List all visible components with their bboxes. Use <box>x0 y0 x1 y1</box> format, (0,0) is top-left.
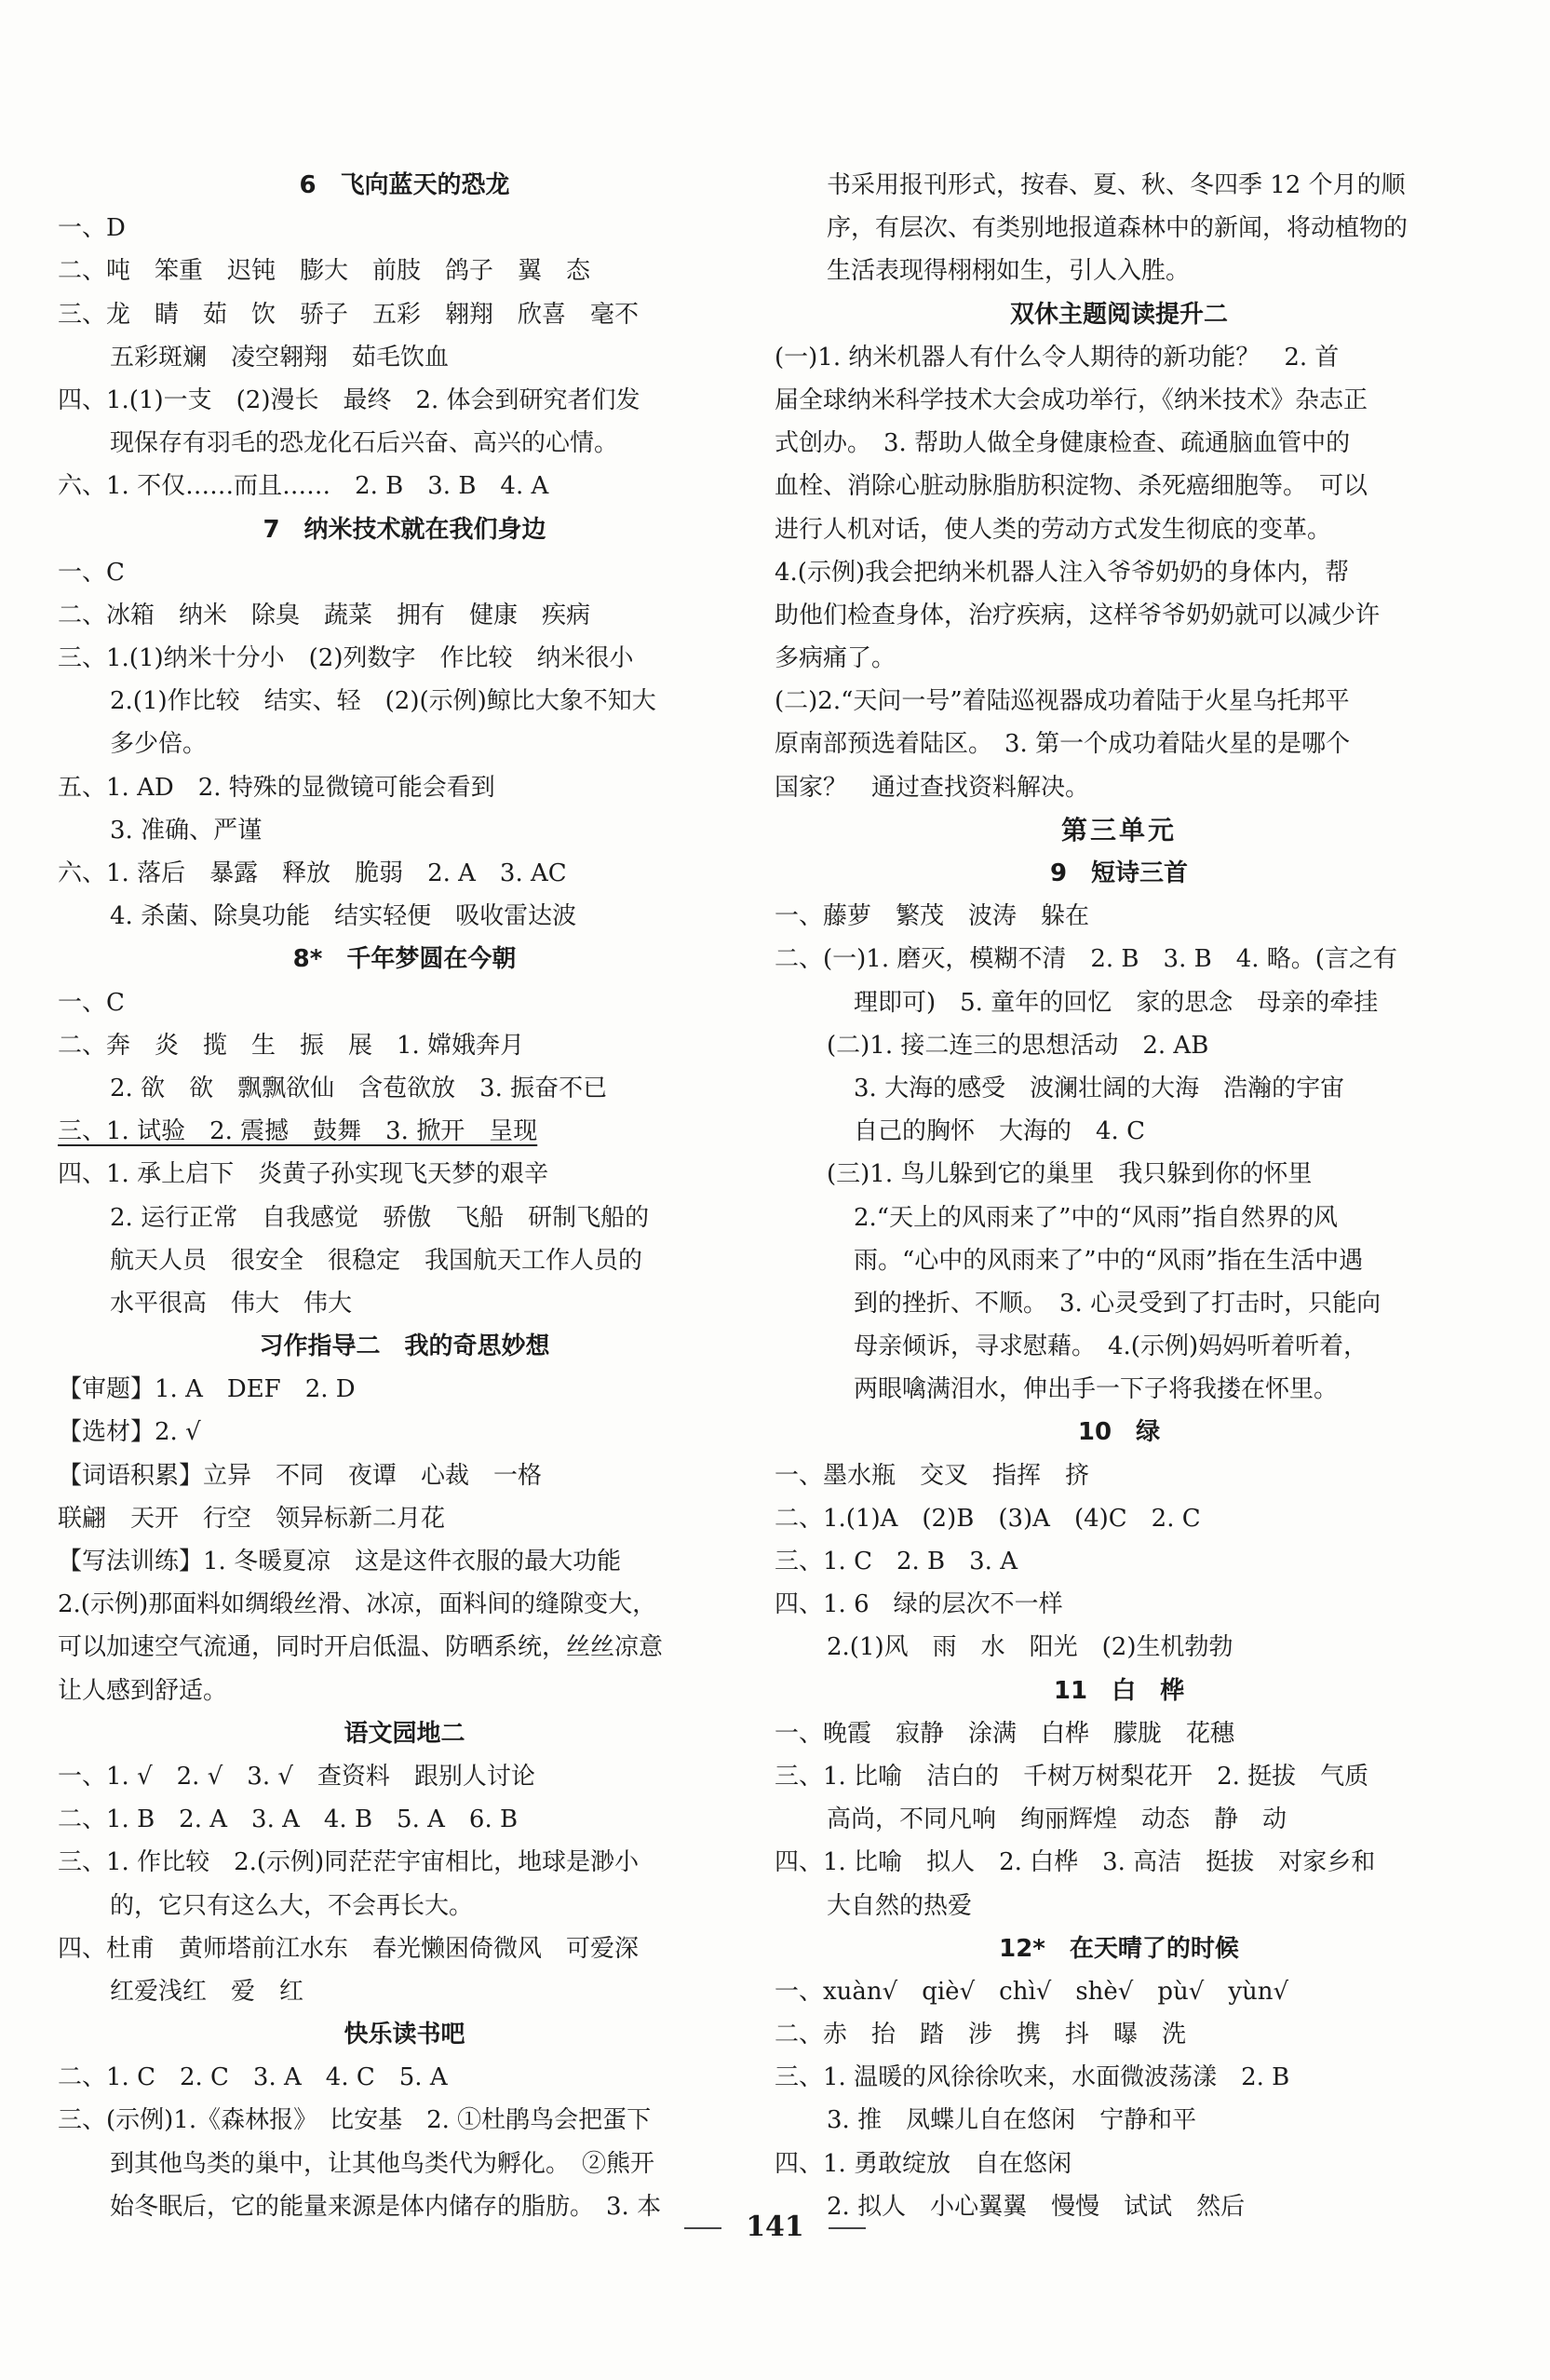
answer-line: 自己的胸怀 大海的 4. C <box>854 1117 1145 1146</box>
answer-line: 现保存有羽毛的恐龙化石后兴奋、高兴的心情。 <box>110 429 619 458</box>
section-heading: 7 纳米技术就在我们身边 <box>263 515 546 544</box>
answer-line: 2.(1)风 雨 水 阳光 (2)生机勃勃 <box>827 1633 1233 1662</box>
answer-line: 原南部预选着陆区。 3. 第一个成功着陆火星的是哪个 <box>775 730 1351 759</box>
answer-line: 六、1. 落后 暴露 释放 脆弱 2. A 3. AC <box>58 859 567 887</box>
answer-line: 2.“天上的风雨来了”中的“风雨”指自然界的风 <box>854 1203 1338 1232</box>
left-answer-column <box>58 164 751 2228</box>
answer-line: 【写法训练】1. 冬暖夏凉 这是这件衣服的最大功能 <box>58 1548 622 1575</box>
answer-line: 【选材】2. √ <box>58 1418 201 1447</box>
answer-line: 三、1. 试验 2. 震撼 鼓舞 3. 掀开 呈现 <box>58 1117 538 1146</box>
answer-line: 【词语积累】立异 不同 夜谭 心裁 一格 <box>58 1461 543 1490</box>
answer-line: 始冬眠后，它的能量来源是体内储存的脂肪。 3. 本 <box>110 2192 662 2221</box>
answer-line: 让人感到舒适。 <box>58 1676 228 1705</box>
answer-line: 生活表现得栩栩如生，引人入胜。 <box>827 257 1191 286</box>
answer-line: 三、1. 温暖的风徐徐吹来，水面微波荡漾 2. B <box>775 2063 1290 2092</box>
answer-line: 2. 运行正常 自我感觉 骄傲 飞船 研制飞船的 <box>110 1203 650 1232</box>
answer-line: 五、1. AD 2. 特殊的显微镜可能会看到 <box>58 773 495 802</box>
section-heading: 8* 千年梦圆在今朝 <box>292 945 517 974</box>
section-heading: 双休主题阅读提升二 <box>1009 300 1228 329</box>
answer-line: 到的挫折、不顺。 3. 心灵受到了打击时，只能向 <box>854 1289 1382 1318</box>
answer-line: 国家？ 通过查找资料解决。 <box>775 773 1090 802</box>
answer-line: 四、1.(1)一支 (2)漫长 最终 2. 体会到研究者们发 <box>58 385 640 414</box>
answer-line: 水平很高 伟大 伟大 <box>110 1289 353 1318</box>
section-heading: 12* 在天晴了的时候 <box>999 1934 1239 1963</box>
answer-line: 三、龙 睛 茹 饮 骄子 五彩 翱翔 欣喜 毫不 <box>58 300 640 329</box>
answer-line: 一、1. √ 2. √ 3. √ 查资料 跟别人讨论 <box>58 1762 535 1791</box>
answer-line: 书采用报刊形式，按春、夏、秋、冬四季 12 个月的顺 <box>827 171 1406 199</box>
answer-line: 一、C <box>58 988 125 1017</box>
answer-line: (三)1. 鸟儿躲到它的巢里 我只躲到你的怀里 <box>827 1160 1313 1189</box>
answer-line: 可以加速空气流通，同时开启低温、防晒系统，丝丝凉意 <box>58 1633 664 1662</box>
answer-line: 进行人机对话，使人类的劳动方式发生彻底的变革。 <box>775 515 1332 544</box>
answer-line: 的，它只有这么大，不会再长大。 <box>110 1891 474 1920</box>
answer-line: 红爱浅红 爱 红 <box>110 1977 304 2006</box>
answer-line: 六、1. 不仅……而且…… 2. B 3. B 4. A <box>58 472 549 501</box>
section-heading: 习作指导二 我的奇思妙想 <box>259 1332 550 1361</box>
answer-line: 二、(一)1. 磨灭，模糊不清 2. B 3. B 4. 略。(言之有 <box>775 945 1397 974</box>
answer-line: 航天人员 很安全 很稳定 我国航天工作人员的 <box>110 1246 643 1275</box>
answer-line: 到其他鸟类的巢中，让其他鸟类代为孵化。 ②熊开 <box>110 2149 655 2178</box>
answer-line: 一、C <box>58 558 125 587</box>
answer-line: 2.(示例)那面料如绸缎丝滑、冰凉，面料间的缝隙变大， <box>58 1590 657 1619</box>
answer-line: (二)2.“天问一号”着陆巡视器成功着陆于火星乌托邦平 <box>775 687 1350 716</box>
answer-line: 一、晚霞 寂静 涂满 白桦 朦胧 花穗 <box>775 1719 1235 1748</box>
answer-line: 4. 杀菌、除臭功能 结实轻便 吸收雷达波 <box>110 902 577 931</box>
answer-line: 式创办。 3. 帮助人做全身健康检查、疏通脑血管中的 <box>775 429 1351 458</box>
section-heading: 第三单元 <box>1060 814 1177 845</box>
answer-line: 2.(1)作比较 结实、轻 (2)(示例)鲸比大象不知大 <box>110 687 656 716</box>
section-heading: 10 绿 <box>1077 1418 1161 1447</box>
section-heading: 9 短诗三首 <box>1049 859 1189 887</box>
answer-line: 序，有层次、有类别地报道森林中的新闻，将动植物的 <box>827 214 1408 243</box>
answer-line: 届全球纳米科学技术大会成功举行，《纳米技术》杂志正 <box>775 385 1368 414</box>
answer-line: 4.(示例)我会把纳米机器人注入爷爷奶奶的身体内，帮 <box>775 558 1350 587</box>
section-heading: 快乐读书吧 <box>344 2021 465 2049</box>
answer-line: 高尚，不同凡响 绚丽辉煌 动态 静 动 <box>827 1805 1287 1834</box>
answer-line: 理即可) 5. 童年的回忆 家的思念 母亲的牵挂 <box>854 988 1379 1017</box>
answer-line: 三、1. 比喻 洁白的 千树万树梨花开 2. 挺拔 气质 <box>775 1762 1369 1791</box>
answer-line: 3. 准确、严谨 <box>110 816 263 845</box>
answer-line: 雨。“心中的风雨来了”中的“风雨”指在生活中遇 <box>854 1246 1364 1275</box>
section-heading: 11 白 桦 <box>1053 1676 1185 1705</box>
answer-line: 四、1. 承上启下 炎黄子孙实现飞天梦的艰辛 <box>58 1160 549 1189</box>
answer-line: 二、赤 抬 踏 涉 携 抖 曝 洗 <box>775 2021 1187 2049</box>
answer-line: 3. 推 凤蝶儿自在悠闲 宁静和平 <box>827 2106 1197 2135</box>
answer-line: 3. 大海的感受 波澜壮阔的大海 浩瀚的宇宙 <box>854 1074 1345 1102</box>
answer-line: 二、1.(1)A (2)B (3)A (4)C 2. C <box>775 1504 1201 1533</box>
answer-line: 多少倍。 <box>110 730 208 759</box>
answer-line: 一、墨水瓶 交叉 指挥 挤 <box>775 1461 1090 1490</box>
answer-line: 三、(示例)1.《森林报》 比安基 2. ①杜鹃鸟会把蛋下 <box>58 2106 652 2135</box>
answer-line: 两眼噙满泪水，伸出手一下子将我搂在怀里。 <box>854 1375 1339 1404</box>
answer-line: 一、xuàn√ qiè√ chì√ shè√ pù√ yùn√ <box>775 1977 1289 2006</box>
answer-line: 2. 拟人 小心翼翼 慢慢 试试 然后 <box>827 2192 1246 2221</box>
answer-line: 二、1. B 2. A 3. A 4. B 5. A 6. B <box>58 1805 519 1834</box>
answer-line: 四、1. 勇敢绽放 自在悠闲 <box>775 2149 1072 2178</box>
answer-line: 四、杜甫 黄师塔前江水东 春光懒困倚微风 可爱深 <box>58 1934 640 1963</box>
answer-line: 四、1. 比喻 拟人 2. 白桦 3. 高洁 挺拔 对家乡和 <box>775 1848 1376 1877</box>
answer-line: 三、1. C 2. B 3. A <box>775 1548 1018 1575</box>
answer-line: 一、藤萝 繁茂 波涛 躲在 <box>775 902 1090 931</box>
answer-line: 二、1. C 2. C 3. A 4. C 5. A <box>58 2063 448 2092</box>
answer-line: 三、1. 作比较 2.(示例)同茫茫宇宙相比，地球是渺小 <box>58 1848 640 1877</box>
answer-line: 二、奔 炎 揽 生 振 展 1. 嫦娥奔月 <box>58 1031 525 1060</box>
answer-line: 2. 欲 欲 飘飘欲仙 含苞欲放 3. 振奋不已 <box>110 1074 608 1102</box>
answer-line: 二、吨 笨重 迟钝 膨大 前肢 鸽子 翼 态 <box>58 257 591 286</box>
right-answer-column <box>775 164 1463 2228</box>
section-heading: 6 飞向蓝天的恐龙 <box>299 171 510 199</box>
answer-line: 血栓、消除心脏动脉脂肪积淀物、杀死癌细胞等。 可以 <box>775 472 1368 501</box>
answer-line: (二)1. 接二连三的思想活动 2. AB <box>827 1031 1209 1060</box>
answer-line: 四、1. 6 绿的层次不一样 <box>775 1590 1063 1619</box>
answer-line: 联翩 天开 行空 领异标新二月花 <box>58 1504 446 1533</box>
answer-line: 多病痛了。 <box>775 644 896 673</box>
answer-line: 三、1.(1)纳米十分小 (2)列数字 作比较 纳米很小 <box>58 644 634 673</box>
section-heading: 语文园地二 <box>344 1719 465 1748</box>
page-number: 141 <box>0 2211 1550 2243</box>
answer-line: 助他们检查身体，治疗疾病，这样爷爷奶奶就可以减少许 <box>775 601 1381 629</box>
answer-line: 【审题】1. A DEF 2. D <box>58 1375 356 1404</box>
answer-line: 一、D <box>58 214 126 243</box>
answer-line: 二、冰箱 纳米 除臭 蔬菜 拥有 健康 疾病 <box>58 601 591 629</box>
answer-line: (一)1. 纳米机器人有什么令人期待的新功能？ 2. 首 <box>775 343 1340 372</box>
answer-line: 五彩斑斓 凌空翱翔 茹毛饮血 <box>110 343 450 372</box>
answer-line: 母亲倾诉，寻求慰藉。 4.(示例)妈妈听着听着， <box>854 1332 1368 1361</box>
answer-line: 大自然的热爱 <box>827 1891 973 1920</box>
